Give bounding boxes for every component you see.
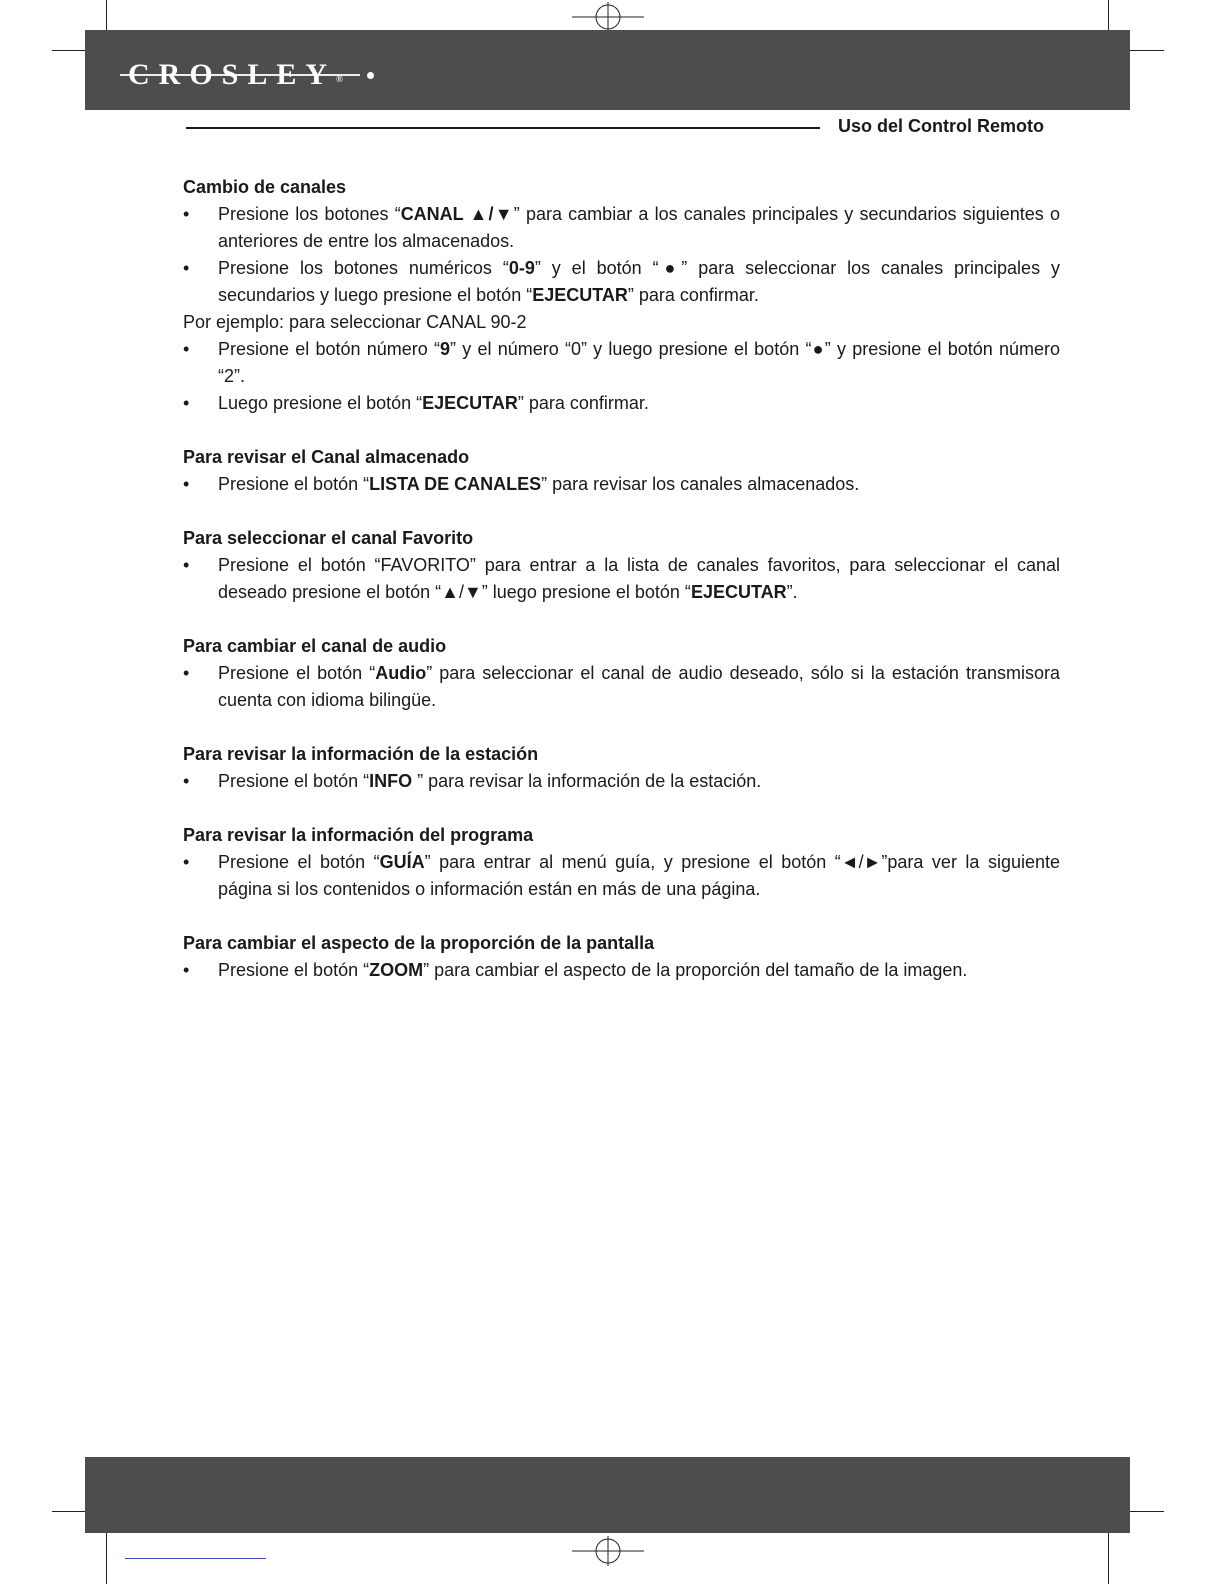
bullet-list (183, 660, 1060, 714)
bullet: • (183, 393, 190, 413)
text-run: ” para entrar al menú guía, y presione el botón “◄/►”para ver la siguiente página si los contenidos o información están en más de una página. (218, 852, 1060, 899)
button-name: EJECUTAR (422, 393, 518, 413)
section-rule (186, 127, 820, 129)
section-heading: Para cambiar el canal de audio (183, 636, 447, 656)
list-item (183, 849, 1060, 903)
text-run: Luego presione el botón “ (218, 393, 423, 413)
section-gap (183, 903, 1060, 930)
crop-mark (1108, 1533, 1109, 1584)
text-run: Presione el botón “ (218, 474, 370, 494)
text-run: Presione el botón “ (218, 663, 376, 683)
list-item (183, 255, 1060, 309)
section-gap (183, 606, 1060, 633)
section-heading: Para seleccionar el canal Favorito (183, 528, 474, 548)
button-name: EJECUTAR (532, 285, 628, 305)
bullet: • (183, 258, 190, 278)
text-run: Presione el botón “ (218, 960, 370, 980)
list-item (183, 768, 1060, 795)
section-heading: Para revisar el Canal almacenado (183, 447, 470, 467)
list-item (183, 552, 1060, 606)
crop-mark (106, 0, 107, 30)
section-heading: Para revisar la información del programa (183, 825, 534, 845)
section-title: Uso del Control Remoto (838, 116, 1044, 136)
list-item (183, 201, 1060, 255)
section-heading: Cambio de canales (183, 177, 347, 197)
bullet-list (183, 201, 1060, 309)
text-run: Presione el botón “ (218, 852, 380, 872)
crop-mark (1130, 1511, 1164, 1512)
text-run: Presione el botón “ (218, 771, 370, 791)
list-item (183, 336, 1060, 390)
text-run: ” para revisar la información de la estación. (412, 771, 762, 791)
list-item (183, 390, 1060, 417)
bullet-list (183, 768, 1060, 795)
text-run: ” y el botón “●” para seleccionar los canales principales y secundarios y luego presione el botón “ (218, 258, 1060, 305)
text-run: ” para seleccionar el canal de audio deseado, sólo si la estación transmisora cuenta con idioma bilingüe. (218, 663, 1060, 710)
bullet-list (183, 336, 1060, 417)
section-heading: Para cambiar el aspecto de la proporción de la pantalla (183, 933, 655, 953)
bullet-list (183, 849, 1060, 903)
text-run: ” para revisar los canales almacenados. (541, 474, 860, 494)
button-name: ZOOM (369, 960, 424, 980)
button-name: CANAL ▲/▼ (400, 204, 514, 224)
button-name: INFO (369, 771, 413, 791)
button-name: 9 (440, 339, 451, 359)
button-name: Audio (375, 663, 427, 683)
button-name: GUÍA (379, 852, 425, 872)
text-run: Presione los botones numéricos “ (218, 258, 509, 278)
footer-link-line (125, 1558, 266, 1559)
text-run: ” y el número “0” y luego presione el botón “●” y presione el botón número “2”. (218, 339, 1060, 386)
crop-mark (1130, 50, 1164, 51)
document-body (183, 174, 1060, 984)
bullet: • (183, 339, 190, 359)
button-name: LISTA DE CANALES (369, 474, 542, 494)
bullet: • (183, 555, 190, 575)
list-item (183, 471, 1060, 498)
bullet: • (183, 663, 190, 683)
bullet: • (183, 771, 190, 791)
section-gap (183, 417, 1060, 444)
section-heading: Para revisar la información de la estación (183, 744, 539, 764)
section-gap (183, 795, 1060, 822)
crop-mark (106, 1533, 107, 1584)
bullet: • (183, 852, 190, 872)
text-run: ” para cambiar a los canales principales y secundarios siguientes o anteriores de entre los almacenados. (218, 204, 1060, 251)
example-note: Por ejemplo: para seleccionar CANAL 90-2 (183, 312, 527, 332)
registration-mark-bottom (572, 1536, 644, 1566)
button-name: EJECUTAR (690, 582, 787, 602)
bullet-list (183, 471, 1060, 498)
logo-dot (367, 72, 374, 79)
section-gap (183, 498, 1060, 525)
button-name: 0-9 (508, 258, 535, 278)
bullet: • (183, 204, 190, 224)
crop-mark (1108, 0, 1109, 30)
list-item (183, 957, 1060, 984)
section-gap (183, 714, 1060, 741)
text-run: Presione el botón número “ (218, 339, 441, 359)
text-run: ” para cambiar el aspecto de la proporción del tamaño de la imagen. (423, 960, 968, 980)
bullet: • (183, 474, 190, 494)
footer-band (85, 1457, 1130, 1533)
bullet: • (183, 960, 190, 980)
bullet-list (183, 552, 1060, 606)
brand-logo: CROSLEY® (128, 58, 343, 91)
crop-mark (52, 1511, 85, 1512)
text-run: ” para confirmar. (517, 393, 649, 413)
text-run: ” para confirmar. (627, 285, 759, 305)
registration-mark-top (572, 2, 644, 32)
bullet-list (183, 957, 1060, 984)
text-run: Presione el botón “FAVORITO” para entrar a la lista de canales favoritos, para seleccionar el canal deseado presione el botón “▲/▼” luego presione el botón “ (218, 555, 1060, 602)
list-item (183, 660, 1060, 714)
text-run: Presione los botones “ (218, 204, 401, 224)
crop-mark (52, 50, 85, 51)
text-run: ”. (786, 582, 798, 602)
